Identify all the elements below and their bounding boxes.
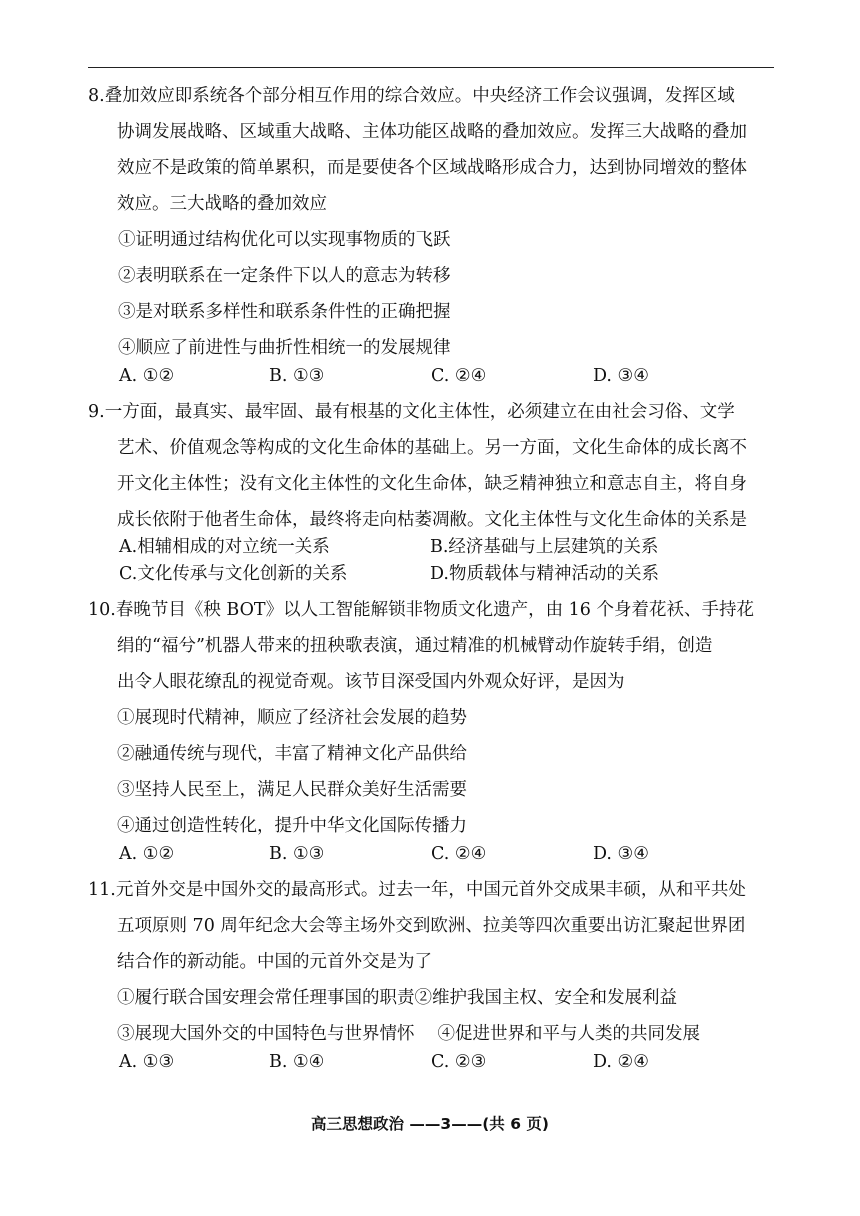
- q10-item: ②融通传统与现代，丰富了精神文化产品供给: [117, 744, 467, 764]
- option-d: D. ②④: [593, 1052, 649, 1072]
- q9-stem-line: 9.一方面，最真实、最牢固、最有根基的文化主体性，必须建立在由社会习俗、文学: [88, 402, 735, 422]
- q11-stem-line: 五项原则 70 周年纪念大会等主场外交到欧洲、拉美等四次重要出访汇聚起世界团: [117, 916, 746, 936]
- q8-item: ①证明通过结构优化可以实现事物质的飞跃: [118, 230, 451, 250]
- option-d: D. ③④: [593, 366, 649, 386]
- q10-item: ④通过创造性转化，提升中华文化国际传播力: [117, 816, 467, 836]
- q10-item: ①展现时代精神，顺应了经济社会发展的趋势: [117, 708, 467, 728]
- top-rule: [88, 67, 774, 68]
- q11-items-row: ③展现大国外交的中国特色与世界情怀 ④促进世界和平与人类的共同发展: [117, 1024, 701, 1044]
- option-c: C. ②④: [431, 366, 487, 386]
- page-footer: 高三思想政治 ——3——(共 6 页): [311, 1115, 549, 1133]
- option-d: D.物质载体与精神活动的关系: [430, 564, 659, 584]
- q11-stem-line: 11.元首外交是中国外交的最高形式。过去一年，中国元首外交成果丰硕，从和平共处: [88, 880, 746, 900]
- q8-stem-line: 效应。三大战略的叠加效应: [117, 194, 327, 214]
- option-b: B. ①③: [269, 844, 325, 864]
- q9-stem-line: 开文化主体性；没有文化主体性的文化生命体，缺乏精神独立和意志自主，将自身: [117, 474, 747, 494]
- q11-items-row: ①履行联合国安理会常任理事国的职责②维护我国主权、安全和发展利益: [117, 988, 677, 1008]
- q8-item: ④顺应了前进性与曲折性相统一的发展规律: [118, 338, 451, 358]
- option-c: C. ②③: [431, 1052, 487, 1072]
- option-c: C. ②④: [431, 844, 487, 864]
- q8-item: ③是对联系多样性和联系条件性的正确把握: [118, 302, 451, 322]
- q10-stem-line: 出令人眼花缭乱的视觉奇观。该节目深受国内外观众好评，是因为: [117, 672, 625, 692]
- option-a: A. ①②: [119, 844, 175, 864]
- option-b: B.经济基础与上层建筑的关系: [430, 537, 659, 557]
- option-c: C.文化传承与文化创新的关系: [119, 564, 348, 584]
- q9-stem-line: 成长依附于他者生命体，最终将走向枯萎凋敝。文化主体性与文化生命体的关系是: [117, 510, 747, 530]
- q8-stem-line: 效应不是政策的简单累积，而是要使各个区域战略形成合力，达到协同增效的整体: [117, 158, 747, 178]
- q10-stem-line: 绢的“福兮”机器人带来的扭秧歌表演，通过精准的机械臂动作旋转手绢，创造: [117, 636, 713, 656]
- option-d: D. ③④: [593, 844, 649, 864]
- q8-stem-line: 协调发展战略、区域重大战略、主体功能区战略的叠加效应。发挥三大战略的叠加: [117, 122, 747, 142]
- q9-stem-line: 艺术、价值观念等构成的文化生命体的基础上。另一方面，文化生命体的成长离不: [117, 438, 747, 458]
- q10-stem-line: 10.春晚节目《秧 BOT》以人工智能解锁非物质文化遗产，由 16 个身着花袄、手持花: [88, 600, 754, 620]
- option-a: A. ①②: [119, 366, 175, 386]
- q11-stem-line: 结合作的新动能。中国的元首外交是为了: [117, 952, 432, 972]
- q10-item: ③坚持人民至上，满足人民群众美好生活需要: [117, 780, 467, 800]
- option-a: A. ①③: [119, 1052, 175, 1072]
- option-b: B. ①③: [269, 366, 325, 386]
- option-b: B. ①④: [269, 1052, 325, 1072]
- q8-item: ②表明联系在一定条件下以人的意志为转移: [118, 266, 451, 286]
- q8-stem-line: 8.叠加效应即系统各个部分相互作用的综合效应。中央经济工作会议强调，发挥区域: [88, 86, 735, 106]
- option-a: A.相辅相成的对立统一关系: [119, 537, 330, 557]
